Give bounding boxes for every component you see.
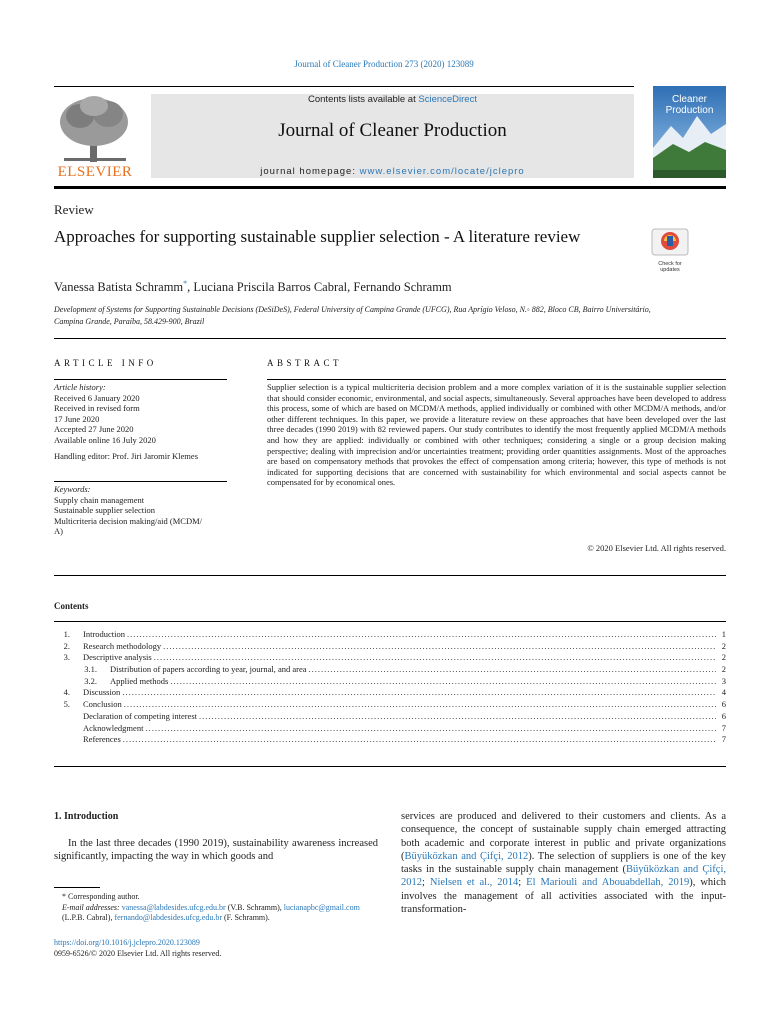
- divider: [54, 86, 634, 87]
- toc-leader-dots: [309, 664, 716, 676]
- body-text: ), which involves the management of all activities associated with the input-transformation-: [401, 877, 726, 916]
- citation-link[interactable]: El Mariouli and Abouabdellah, 2019: [526, 877, 690, 889]
- toc-label[interactable]: Distribution of papers according to year, journal, and area: [110, 664, 307, 675]
- toc-leader-dots: [123, 734, 716, 746]
- email-owner: (F. Schramm).: [222, 913, 270, 922]
- toc-page: 3: [721, 675, 726, 686]
- toc-label[interactable]: Descriptive analysis: [83, 652, 152, 663]
- toc-label[interactable]: Introduction: [83, 629, 126, 639]
- toc-number: 3.: [63, 652, 70, 663]
- keyword: Multicriteria decision making/aid (MCDM/: [54, 515, 203, 526]
- toc-label[interactable]: Applied methods: [110, 675, 169, 686]
- footnote: [54, 892, 379, 924]
- toc-entry[interactable]: [54, 711, 726, 723]
- toc-entry[interactable]: [54, 723, 726, 735]
- toc-page: 6: [721, 710, 726, 721]
- toc-entry[interactable]: [54, 687, 726, 699]
- toc-page: 2: [721, 652, 726, 663]
- toc-page: 7: [721, 734, 726, 745]
- article-info-heading: ARTICLE INFO: [54, 358, 157, 368]
- divider: [54, 481, 227, 482]
- badge-label-line2: updates: [660, 267, 680, 273]
- toc-leader-dots: [124, 699, 716, 711]
- doi-link[interactable]: https://doi.org/10.1016/j.jclepro.2020.123089: [54, 938, 200, 947]
- keywords: [54, 484, 229, 537]
- toc-entry[interactable]: [54, 699, 726, 711]
- toc-label[interactable]: Discussion: [83, 687, 121, 698]
- intro-right-column: [401, 810, 726, 916]
- journal-title: Journal of Cleaner Production: [278, 120, 507, 141]
- toc-entry[interactable]: [54, 734, 726, 746]
- toc-leader-dots: [163, 641, 716, 653]
- cover-title-line1: Cleaner: [671, 94, 708, 105]
- citation-link[interactable]: Büyüközkan and Çifçi, 2012: [401, 864, 726, 889]
- section-heading: 1. Introduction: [54, 811, 119, 822]
- table-of-contents: [54, 629, 726, 746]
- divider: [54, 575, 726, 576]
- contents-available: [151, 94, 634, 105]
- toc-leader-dots: [154, 652, 716, 664]
- email-link[interactable]: lucianapbc@gmail.com: [283, 902, 360, 912]
- keyword: A): [54, 526, 63, 536]
- divider: [54, 621, 726, 622]
- elsevier-logo[interactable]: [54, 92, 136, 180]
- toc-number: 3.1.: [84, 664, 97, 675]
- abstract-copyright: © 2020 Elsevier Ltd. All rights reserved.: [587, 543, 726, 553]
- article-type: Review: [54, 202, 94, 217]
- toc-page: 1: [721, 629, 726, 639]
- toc-label[interactable]: Conclusion: [83, 699, 122, 710]
- toc-leader-dots: [122, 687, 716, 699]
- homepage-link[interactable]: www.elsevier.com/locate/jclepro: [359, 166, 525, 177]
- keywords-label: Keywords:: [54, 484, 91, 494]
- footnote-mark: *: [62, 892, 66, 901]
- toc-leader-dots: [199, 711, 716, 723]
- author-name[interactable]: Vanessa Batista Schramm: [54, 280, 184, 295]
- article-history: [54, 382, 229, 462]
- toc-page: 2: [721, 664, 726, 675]
- homepage-prefix: journal homepage:: [260, 166, 360, 177]
- divider: [267, 379, 726, 380]
- email-owner: (L.P.B. Cabral),: [62, 913, 115, 922]
- keyword: Supply chain management: [54, 494, 145, 505]
- divider: [54, 766, 726, 767]
- badge-label: [651, 261, 689, 273]
- toc-entry[interactable]: [54, 652, 726, 664]
- check-for-updates-badge[interactable]: [651, 228, 689, 273]
- article-title: Approaches for supporting sustainable supplier selection - A literature review: [54, 227, 581, 246]
- citation-separator: ;: [422, 877, 430, 889]
- toc-number: 1.: [63, 629, 70, 639]
- journal-banner: [151, 94, 634, 178]
- history-line: 17 June 2020: [54, 413, 100, 424]
- body-text: ). The selection of suppliers is one of the key tasks in the sustainable supply chain management (: [401, 850, 726, 876]
- toc-entry[interactable]: [54, 641, 726, 653]
- corresponding-note: Corresponding author.: [66, 892, 140, 901]
- toc-page: 2: [721, 640, 726, 651]
- toc-leader-dots: [127, 629, 716, 641]
- toc-page: 7: [721, 722, 726, 733]
- toc-entry[interactable]: [54, 629, 726, 641]
- issn-copyright: 0959-6526/© 2020 Elsevier Ltd. All rights reserved.: [54, 949, 222, 958]
- history-line: Received in revised form: [54, 403, 140, 413]
- citation-separator: ;: [518, 877, 527, 889]
- toc-number: 2.: [63, 640, 70, 651]
- toc-page: 6: [721, 699, 726, 710]
- elsevier-wordmark: ELSEVIER: [57, 164, 133, 180]
- email-owner: (V.B. Schramm),: [225, 902, 284, 912]
- sciencedirect-link[interactable]: ScienceDirect: [418, 94, 477, 105]
- cover-title: [653, 94, 726, 116]
- co-authors: , Luciana Priscila Barros Cabral, Fernando Schramm: [187, 280, 452, 295]
- contents-heading: Contents: [54, 601, 89, 611]
- email-link[interactable]: vanessa@labdesides.ufcg.edu.br: [121, 902, 226, 912]
- footnote-divider: [54, 887, 100, 888]
- divider: [54, 338, 726, 339]
- toc-label[interactable]: Acknowledgment: [83, 722, 144, 733]
- divider: [54, 379, 227, 380]
- divider-thick: [54, 186, 726, 189]
- contents-prefix: Contents lists available at: [308, 94, 419, 105]
- toc-label[interactable]: Declaration of competing interest: [83, 710, 197, 721]
- journal-cover[interactable]: [653, 86, 726, 178]
- badge-label-line1: Check for: [658, 261, 682, 267]
- toc-page: 4: [721, 687, 726, 698]
- toc-number: 3.2.: [84, 675, 97, 686]
- history-line: Received 6 January 2020: [54, 392, 140, 403]
- toc-number: 4.: [63, 687, 70, 698]
- email-label: E-mail addresses:: [62, 902, 122, 912]
- abstract-heading: ABSTRACT: [267, 358, 343, 368]
- body-text: services are produced and delivered to their customers and clients. As a consequence, the concept of sustainable supply chain emerged attracting both academic and corporate interest in public and private organizations (: [401, 811, 726, 862]
- corresponding-mark[interactable]: *: [183, 279, 188, 288]
- keyword: Sustainable supplier selection: [54, 505, 156, 515]
- handling-editor: Handling editor: Prof. Jiri Jaromir Klemes: [54, 451, 199, 461]
- intro-left-column: In the last three decades (1990 2019), sustainability awareness increased significantly, impacting the way in which goods and: [54, 838, 378, 863]
- toc-label[interactable]: Research methodology: [83, 640, 162, 651]
- history-line: Accepted 27 June 2020: [54, 424, 134, 434]
- journal-homepage: [151, 166, 634, 177]
- toc-entry[interactable]: [54, 676, 726, 688]
- citation-link[interactable]: Büyüközkan and Çifçi, 2012: [404, 850, 529, 862]
- check-for-updates-icon: [651, 228, 689, 256]
- citation-link[interactable]: Nielsen et al., 2014: [429, 877, 519, 889]
- affiliation: Development of Systems for Supporting Sustainable Decisions (DeSiDeS), Federal University of Campina Grande (UFCG), Rua Aprígio Veloso, N.◦ 882, Bloco CB, Bairro Universitário, Campina Grande, Paraíba, 58.429-900, Brazil: [54, 305, 651, 326]
- history-label: Article history:: [54, 382, 106, 392]
- toc-label[interactable]: References: [83, 734, 121, 745]
- toc-leader-dots: [145, 723, 716, 735]
- toc-leader-dots: [170, 676, 716, 688]
- cover-title-line2: Production: [665, 105, 714, 116]
- history-line: Available online 16 July 2020: [54, 434, 156, 445]
- toc-number: 5.: [63, 699, 70, 710]
- journal-reference[interactable]: Journal of Cleaner Production 273 (2020) 123089: [294, 59, 474, 69]
- toc-entry[interactable]: [54, 664, 726, 676]
- abstract-text: Supplier selection is a typical multicriteria decision problem and a more complex variation of it is the sustainable supplier selection that should consider economic, environmental, and social aspects, simultaneously. Several approaches have been developed to address this process, some of which are based on MCDM/A methods, applied individually or combined with other MCDM/A methods, and/or other different techniques. In this paper, we provide a literature review on these approaches that have been developed over the last three decades (1990 2019) with 82 reviewed papers. Our study contributes to identify the most frequently applied MCDM/A methods and how they are applied: individually or combined with other techniques; considering a single or a group decision making perspective; dealing with imprecision and/or uncertainties treatment; providing order quantities assignments. Most of the approaches are based on compensatory methods that provokes the effect of compensation among criteria; however, this type of methods is not indicated for supporting decisions that are concerned with sustainability for which environmental and social aspects cannot be compensated for by economical ones.: [267, 382, 726, 488]
- email-link[interactable]: fernando@labdesides.ufcg.edu.br: [114, 913, 222, 922]
- author-list: [54, 279, 452, 295]
- doi-block: [54, 937, 221, 959]
